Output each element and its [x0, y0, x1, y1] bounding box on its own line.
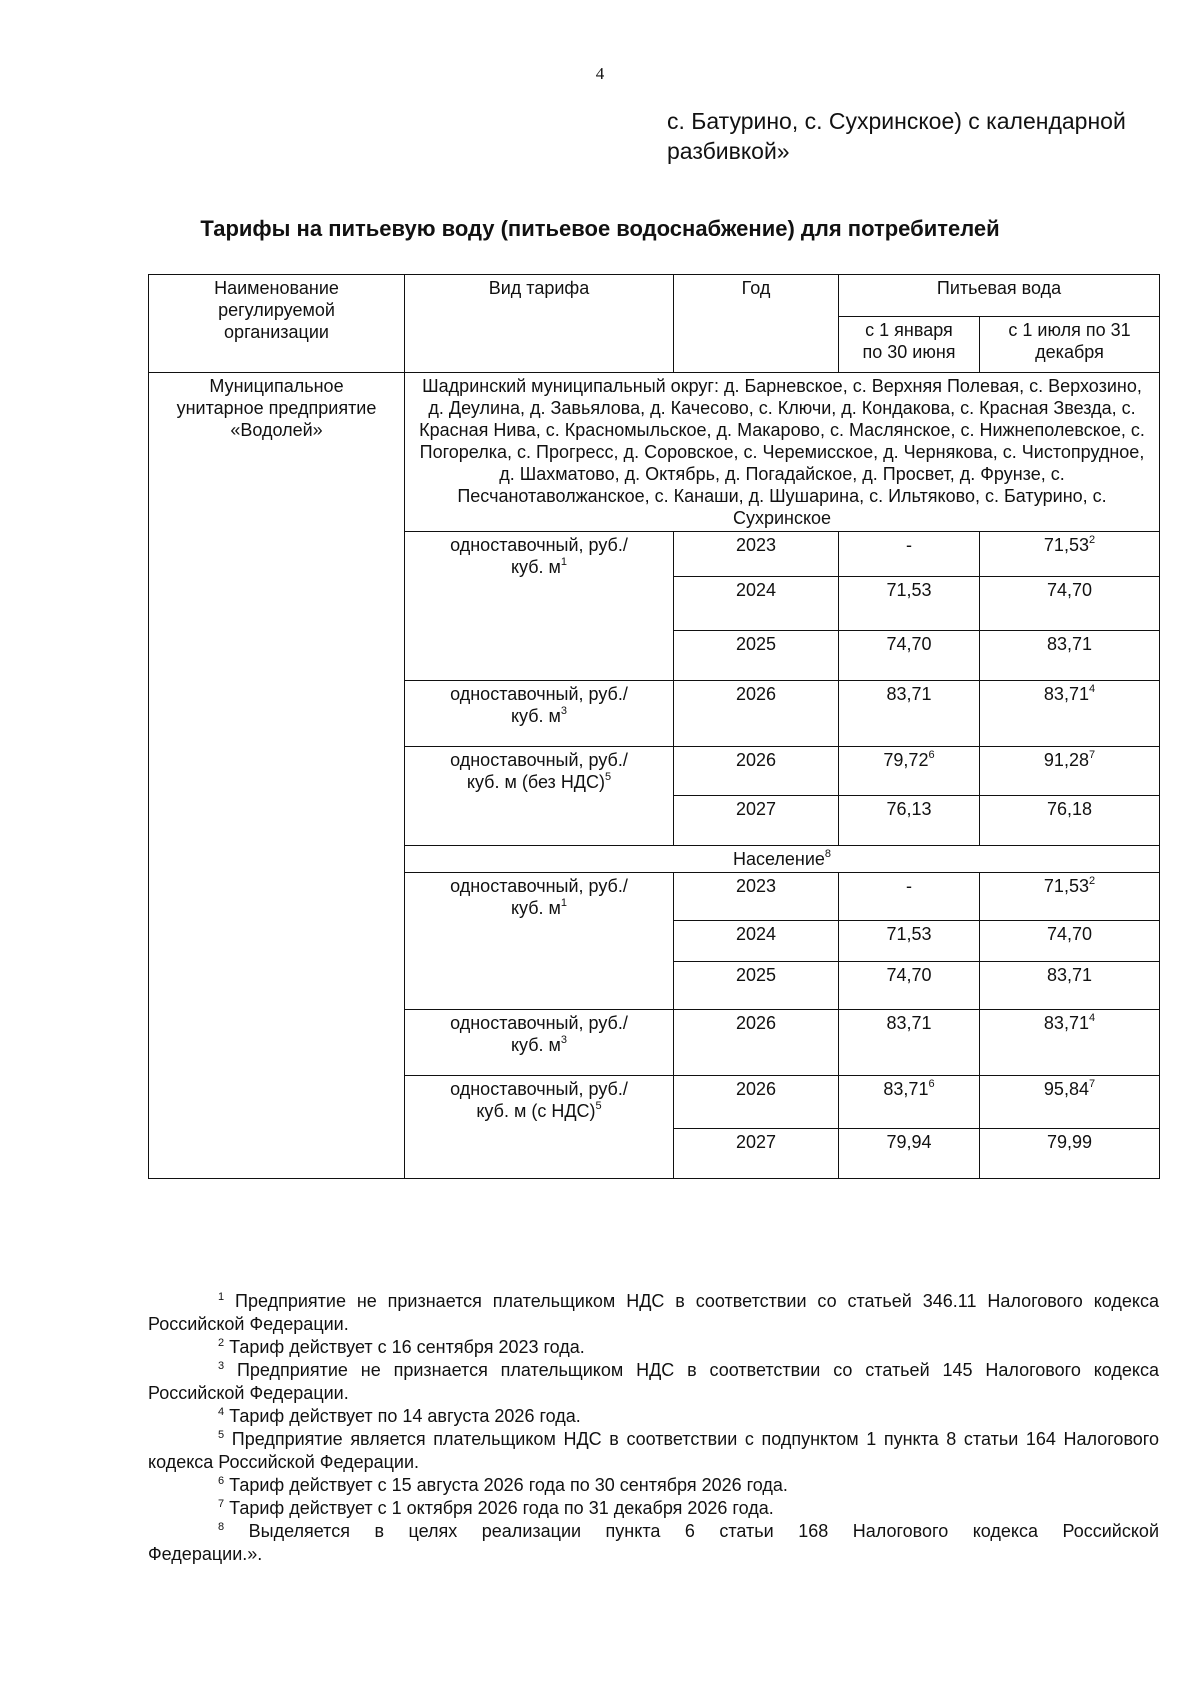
- footnote-text: Выделяется в целях реализации пункта 6 статьи 168 Налогового кодекса Российской Федерации.».: [148, 1521, 1159, 1564]
- tariff-type-label: [405, 747, 674, 846]
- year-cell-text: 2025: [735, 965, 777, 985]
- year-cell-text: 2026: [735, 684, 777, 704]
- period-2-value-text: 76,18: [1046, 799, 1093, 819]
- period-1-value-text: -: [906, 876, 912, 896]
- header-line-1: с. Батурино, с. Сухринское) с календарной: [667, 108, 1126, 134]
- footnote-4: [148, 1405, 1159, 1428]
- header-period-1: с 1 января по 30 июня: [839, 317, 980, 373]
- period-1-value-text: 74,70: [886, 965, 932, 985]
- year-cell-text: 2025: [735, 634, 777, 654]
- year-cell: [674, 1076, 839, 1129]
- period-1-value: [839, 873, 980, 921]
- period-2-value: [980, 873, 1160, 921]
- footnote-2: [148, 1336, 1159, 1359]
- year-cell: [674, 577, 839, 631]
- tariff-table: [148, 274, 1160, 1179]
- period-2-value-text: 83,71: [1043, 684, 1089, 704]
- territory-row: [149, 373, 1160, 532]
- period-1-value: [839, 921, 980, 962]
- year-cell: [674, 747, 839, 796]
- period-2-value: [980, 921, 1160, 962]
- footnote-number: 6: [218, 1475, 225, 1487]
- year-cell: [674, 1129, 839, 1179]
- footnote-ref: 4: [1088, 683, 1096, 695]
- footnote-number: 4: [218, 1406, 225, 1418]
- header-continuation: [667, 106, 1167, 166]
- year-cell-text: 2024: [735, 924, 777, 944]
- period-2-value: [980, 577, 1160, 631]
- period-1-value: [839, 747, 980, 796]
- year-cell-text: 2023: [735, 876, 777, 896]
- header-period-2: с 1 июля по 31 декабря: [980, 317, 1160, 373]
- population-label-text: Население: [732, 849, 825, 869]
- year-cell-text: 2026: [735, 1013, 777, 1033]
- footnote-text: Предприятие не признается плательщиком НДС в соответствии со статьей 346.11 Налогового кодекса Российской Федерации.: [148, 1291, 1159, 1334]
- header-line-2: разбивкой»: [667, 138, 790, 164]
- period-1-value-text: 74,70: [886, 634, 932, 654]
- period-2-value: [980, 532, 1160, 577]
- period-1-value: [839, 532, 980, 577]
- document-title: Тарифы на питьевую воду (питьевое водоснабжение) для потребителей: [200, 216, 1000, 241]
- footnote-number: 8: [218, 1521, 225, 1533]
- tariff-type-label-text: одноставочный, руб./куб. м: [450, 876, 628, 918]
- footnote-ref: 1: [560, 556, 568, 568]
- footnote-8: [148, 1520, 1159, 1566]
- footnote-text: Предприятие является плательщиком НДС в соответствии с подпунктом 1 пункта 8 статьи 164 Налогового кодекса Российской Федерации.: [148, 1429, 1159, 1472]
- footnote-ref: 1: [560, 897, 568, 909]
- year-cell: [674, 921, 839, 962]
- footnote-number: 7: [218, 1498, 225, 1510]
- header-org: Наименование регулируемой организации: [149, 275, 405, 373]
- tariff-type-label-text: одноставочный, руб./куб. м: [450, 535, 628, 577]
- year-cell: [674, 873, 839, 921]
- period-2-value-text: 95,84: [1043, 1079, 1089, 1099]
- footnote-ref: 3: [560, 705, 568, 717]
- footnote-ref: 6: [928, 1078, 935, 1090]
- footnote-text: Тариф действует по 14 августа 2026 года.: [224, 1406, 581, 1426]
- period-2-value: [980, 747, 1160, 796]
- period-1-value: [839, 962, 980, 1010]
- footnote-number: 3: [218, 1360, 225, 1372]
- period-2-value: [980, 1076, 1160, 1129]
- year-cell-text: 2023: [735, 535, 777, 555]
- footnote-ref: 4: [1088, 1012, 1096, 1024]
- period-1-value-text: 79,72: [883, 750, 929, 770]
- year-cell: [674, 796, 839, 846]
- period-1-value-text: 83,71: [886, 1013, 932, 1033]
- footnote-7: [148, 1497, 1159, 1520]
- tariff-type-label: [405, 532, 674, 681]
- period-2-value-text: 71,53: [1043, 876, 1089, 896]
- header-row: [149, 275, 1160, 317]
- footnote-ref: 8: [824, 848, 832, 860]
- header-drinking-water: Питьевая вода: [839, 275, 1160, 317]
- footnote-6: [148, 1474, 1159, 1497]
- period-2-value: [980, 1010, 1160, 1076]
- tariff-type-label: [405, 1076, 674, 1179]
- period-1-value: [839, 631, 980, 681]
- tariff-type-label: [405, 681, 674, 747]
- period-2-value-text: 83,71: [1046, 634, 1093, 654]
- footnote-ref: 2: [1088, 875, 1096, 887]
- footnote-ref: 3: [560, 1034, 568, 1046]
- period-2-value: [980, 962, 1160, 1010]
- footnote-ref: 6: [928, 749, 935, 761]
- period-1-value-text: 83,71: [883, 1079, 929, 1099]
- tariff-type-label-text: одноставочный, руб./куб. м (без НДС): [450, 750, 628, 792]
- footnote-5: [148, 1428, 1159, 1474]
- period-2-value: [980, 631, 1160, 681]
- year-cell-text: 2026: [735, 1079, 777, 1099]
- year-cell: [674, 1010, 839, 1076]
- footnote-number: 2: [218, 1337, 225, 1349]
- period-1-value-text: 76,13: [886, 799, 932, 819]
- footnote-text: Предприятие не признается плательщиком НДС в соответствии со статьей 145 Налогового кодекса Российской Федерации.: [148, 1360, 1159, 1403]
- period-1-value-text: 71,53: [886, 580, 932, 600]
- period-2-value: [980, 1129, 1160, 1179]
- period-2-value: [980, 796, 1160, 846]
- tariff-type-label-text: одноставочный, руб./куб. м (с НДС): [450, 1079, 628, 1121]
- period-2-value-text: 74,70: [1046, 924, 1093, 944]
- footnote-text: Тариф действует с 15 августа 2026 года по 30 сентября 2026 года.: [224, 1475, 788, 1495]
- period-2-value-text: 71,53: [1043, 535, 1089, 555]
- footnote-text: Тариф действует с 16 сентября 2023 года.: [224, 1337, 585, 1357]
- period-1-value-text: 71,53: [886, 924, 932, 944]
- period-2-value-text: 74,70: [1046, 580, 1093, 600]
- period-2-value-text: 83,71: [1043, 1013, 1089, 1033]
- footnote-ref: 5: [595, 1100, 602, 1112]
- year-cell: [674, 532, 839, 577]
- year-cell: [674, 631, 839, 681]
- footnote-1: [148, 1290, 1159, 1336]
- period-2-value-text: 91,28: [1043, 750, 1089, 770]
- year-cell-text: 2026: [735, 750, 777, 770]
- period-2-value: [980, 681, 1160, 747]
- year-cell-text: 2027: [735, 799, 777, 819]
- period-1-value: [839, 1076, 980, 1129]
- year-cell: [674, 962, 839, 1010]
- period-2-value-text: 83,71: [1046, 965, 1093, 985]
- organization-name: Муниципальное унитарное предприятие «Водолей»: [149, 373, 405, 1179]
- header-tariff-type: Вид тарифа: [405, 275, 674, 373]
- footnote-number: 5: [218, 1429, 225, 1441]
- page-number: 4: [595, 64, 605, 83]
- tariff-type-label: [405, 1010, 674, 1076]
- footnote-ref: 5: [605, 771, 612, 783]
- period-1-value-text: -: [906, 535, 912, 555]
- period-2-value-text: 79,99: [1046, 1132, 1093, 1152]
- year-cell-text: 2027: [735, 1132, 777, 1152]
- tariff-type-label: [405, 873, 674, 1010]
- period-1-value: [839, 681, 980, 747]
- population-label: [405, 846, 1160, 873]
- footnote-number: 1: [218, 1291, 225, 1303]
- period-1-value: [839, 796, 980, 846]
- footnote-ref: 2: [1088, 534, 1096, 546]
- period-1-value: [839, 1010, 980, 1076]
- footnote-3: [148, 1359, 1159, 1405]
- footnote-ref: 7: [1088, 1078, 1096, 1090]
- year-cell-text: 2024: [735, 580, 777, 600]
- territory-list: Шадринский муниципальный округ: д. Барневское, с. Верхняя Полевая, с. Верхозино, д. Деулина, д. Завьялова, д. Качесово, с. Ключи, д. Кондакова, с. Красная Звезда, с. Красная Нива, с. Красномыльское, д. Макарово, с. Маслянское, с. Нижнеполевское, с. Погорелка, с. Прогресс, д. Соровское, с. Черемисское, д. Чернякова, с. Чистопрудное, д. Шахматово, д. Октябрь, д. Погадайское, д. Просвет, д. Фрунзе, с. Песчанотаволжанское, с. Канаши, д. Шушарина, с. Ильтяково, с. Батурино, с. Сухринское: [405, 373, 1160, 532]
- footnote-ref: 7: [1088, 749, 1096, 761]
- period-1-value: [839, 1129, 980, 1179]
- year-cell: [674, 681, 839, 747]
- footnote-text: Тариф действует с 1 октября 2026 года по 31 декабря 2026 года.: [224, 1498, 774, 1518]
- period-1-value-text: 79,94: [886, 1132, 932, 1152]
- header-year: Год: [674, 275, 839, 373]
- period-1-value-text: 83,71: [886, 684, 932, 704]
- tariff-type-label-text: одноставочный, руб./куб. м: [450, 684, 628, 726]
- period-1-value: [839, 577, 980, 631]
- tariff-type-label-text: одноставочный, руб./куб. м: [450, 1013, 628, 1055]
- footnotes: [148, 1290, 1159, 1566]
